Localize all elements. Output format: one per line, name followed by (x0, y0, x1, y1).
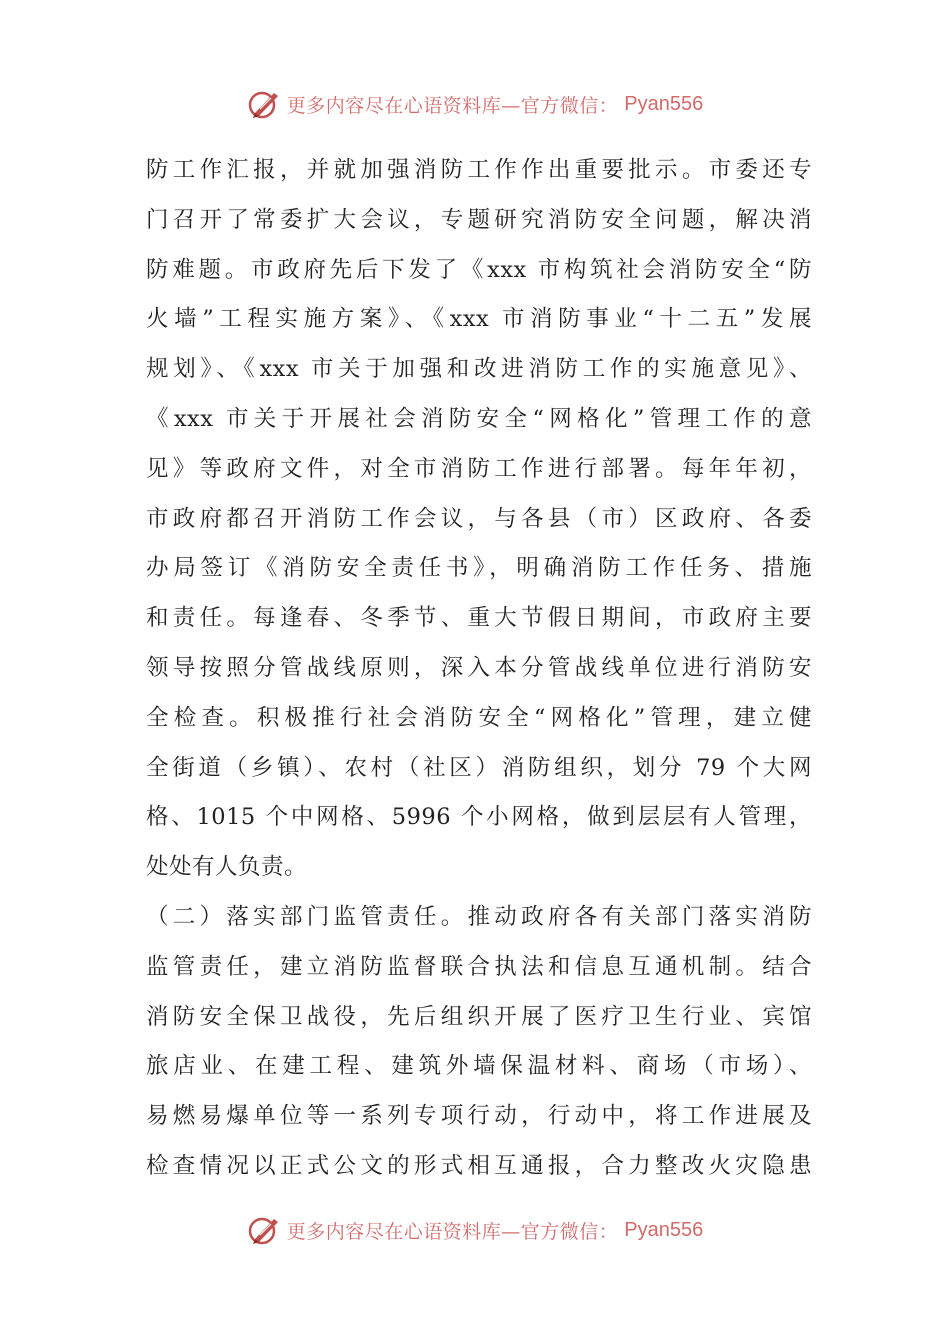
body-line: 全街道（乡镇）、农村（社区）消防组织，划分 79 个大网 (146, 754, 812, 781)
body-line: 见》等政府文件，对全市消防工作进行部署。每年年初， (146, 455, 812, 482)
pen-logo-icon (247, 87, 281, 121)
section-heading-line: （二）落实部门监管责任。推动政府各有关部门落实消防 (146, 903, 812, 930)
body-line: 监管责任，建立消防监督联合执法和信息互通机制。结合 (146, 953, 812, 980)
banner-text: 更多内容尽在心语资料库—官方微信： (286, 1220, 619, 1243)
body-line: 防难题。市政府先后下发了《xxx 市构筑社会消防安全“防 (146, 256, 812, 283)
body-line: 办局签订《消防安全责任书》，明确消防工作任务、措施 (146, 555, 812, 582)
body-line: 消防安全保卫战役，先后组织开展了医疗卫生行业、宾馆 (146, 1003, 812, 1030)
banner-wechat-id: Pyan556 (624, 92, 704, 115)
footer-banner (0, 1210, 950, 1250)
body-line: 市政府都召开消防工作会议，与各县（市）区政府、各委 (146, 505, 812, 532)
body-line: 全检查。积极推行社会消防安全“网格化”管理，建立健 (146, 704, 812, 731)
body-line: 门召开了常委扩大会议，专题研究消防安全问题，解决消 (146, 206, 812, 233)
pen-logo-icon (247, 1213, 281, 1247)
banner-wechat-id: Pyan556 (624, 1218, 704, 1241)
body-line: 领导按照分管战线原则，深入本分管战线单位进行消防安 (146, 654, 812, 681)
body-line: 处处有人负责。 (146, 854, 308, 881)
body-line: 火墙”工程实施方案》、《xxx 市消防事业“十二五”发展 (146, 306, 812, 333)
body-line: 检查情况以正式公文的形式相互通报，合力整改火灾隐患 (146, 1152, 812, 1179)
body-line: 易燃易爆单位等一系列专项行动，行动中，将工作进展及 (146, 1103, 812, 1130)
body-line: 规划》、《xxx 市关于加强和改进消防工作的实施意见》、 (146, 356, 812, 383)
body-line: 格、1015 个中网格、5996 个小网格，做到层层有人管理， (146, 804, 812, 831)
document-body (146, 146, 812, 1192)
body-line: 防工作汇报，并就加强消防工作作出重要批示。市委还专 (146, 157, 812, 183)
body-line: 《xxx 市关于开展社会消防安全“网格化”管理工作的意 (146, 405, 812, 432)
body-line: 和责任。每逢春、冬季节、重大节假日期间，市政府主要 (146, 605, 812, 632)
header-banner (0, 84, 950, 124)
banner-text: 更多内容尽在心语资料库—官方微信： (286, 94, 619, 117)
body-line: 旅店业、在建工程、建筑外墙保温材料、商场（市场）、 (146, 1053, 812, 1080)
